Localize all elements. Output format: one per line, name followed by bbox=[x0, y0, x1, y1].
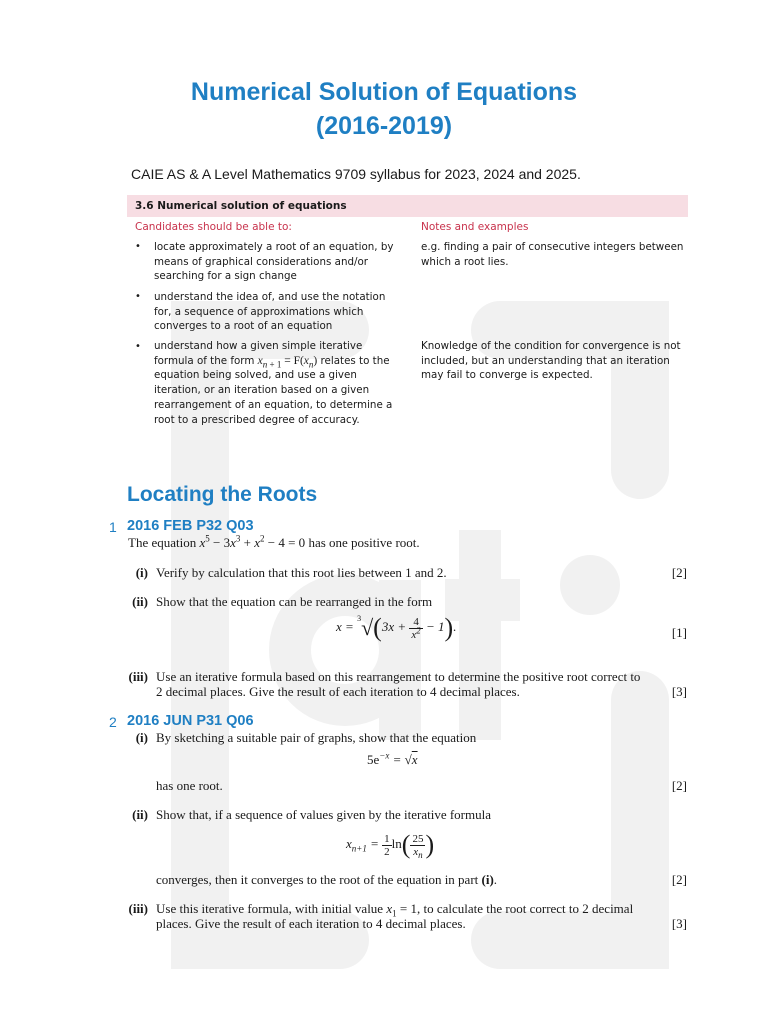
question-stem bbox=[128, 535, 420, 551]
part-text: Show that the equation can be rearranged in the form bbox=[156, 594, 433, 609]
iterative-formula: $x_{n+1}$ = $\frac{1}{2}$ ln( $\frac{25}{x_n}$ ) bbox=[346, 830, 435, 860]
column-candidates: Candidates should be able to: bbox=[135, 221, 292, 233]
equation-polynomial: $x^5 - 3x^3 + x^2 - 4 = 0$ bbox=[199, 533, 306, 550]
part-text: Use an iterative formula based on this rearrangement to determine the positive root correct to bbox=[156, 669, 641, 684]
question-number: 2 bbox=[109, 714, 117, 730]
marks: [2] bbox=[671, 565, 687, 580]
part-text: By sketching a suitable pair of graphs, show that the equation bbox=[156, 730, 477, 745]
part-text-segment: to calculate the root correct to 2 decimal bbox=[423, 901, 634, 916]
document-subtitle: (2016-2019) bbox=[315, 112, 453, 140]
part-reference: (i) bbox=[481, 872, 494, 887]
initial-value: $x_1 = 1$, bbox=[386, 901, 421, 919]
part-label: (i) bbox=[135, 565, 148, 580]
syllabus-item: understand the idea of, and use the notation for, a sequence of approximations which converges to a root of an equation bbox=[154, 291, 386, 333]
marks: [1] bbox=[671, 625, 687, 640]
part-label: (ii) bbox=[132, 594, 148, 609]
part-text bbox=[156, 901, 687, 917]
equation-exponential: $5e^{-x} = √x$ bbox=[367, 750, 418, 767]
marks: [3] bbox=[671, 684, 687, 699]
bullet-icon: • bbox=[135, 341, 141, 352]
part-label: (i) bbox=[135, 730, 148, 745]
part-text bbox=[156, 872, 497, 888]
syllabus-heading: 3.6 Numerical solution of equations bbox=[127, 195, 688, 217]
part-text: 2 decimal places. Give the result of each iteration to 4 decimal places. bbox=[156, 684, 520, 699]
marks: [2] bbox=[671, 778, 687, 793]
part-text-segment: Use this iterative formula, with initial value bbox=[156, 901, 384, 916]
syllabus-note: Knowledge of the condition for convergence is not included, but an understanding that an iteration may fail to converge is expected. bbox=[421, 340, 681, 382]
stem-text: has one positive root. bbox=[308, 535, 420, 550]
question-heading: 2016 JUN P31 Q06 bbox=[127, 713, 254, 729]
syllabus-item-text: relates to the equation being solved, and use a given iteration, or an iteration based on a given rearrangement of an equation, to determine a root to a prescribed degree of accuracy. bbox=[154, 354, 393, 426]
stem-text: The equation bbox=[128, 535, 197, 550]
part-label: (iii) bbox=[128, 669, 148, 684]
syllabus-item-text: understand how a given simple iterative formula of the form bbox=[154, 340, 363, 367]
syllabus-item: locate approximately a root of an equation, by means of graphical considerations and/or searching for a sign change bbox=[154, 241, 394, 283]
bullet-icon: • bbox=[135, 291, 141, 302]
syllabus-intro: CAIE AS & A Level Mathematics 9709 syllabus for 2023, 2024 and 2025. bbox=[131, 166, 581, 182]
part-label: (iii) bbox=[128, 901, 148, 916]
part-label: (ii) bbox=[132, 807, 148, 822]
section-title: Locating the Roots bbox=[127, 483, 318, 506]
part-text: Verify by calculation that this root lies between 1 and 2. bbox=[156, 565, 447, 580]
syllabus-item bbox=[154, 339, 404, 427]
syllabus-note: e.g. finding a pair of consecutive integers between which a root lies. bbox=[421, 241, 684, 268]
column-notes: Notes and examples bbox=[421, 221, 529, 233]
document-title: Numerical Solution of Equations bbox=[190, 78, 578, 106]
rearranged-formula: x = $^3$√(3x + $\frac{4}{x^2}$ − 1). bbox=[336, 613, 457, 642]
part-text-segment: converges, then it converges to the root of the equation in part bbox=[156, 872, 482, 887]
part-text: Show that, if a sequence of values given by the iterative formula bbox=[156, 807, 492, 822]
marks: [3] bbox=[671, 916, 687, 931]
part-text-segment: . bbox=[493, 872, 498, 887]
question-heading: 2016 FEB P32 Q03 bbox=[127, 518, 254, 534]
marks: [2] bbox=[671, 872, 687, 887]
question-number: 1 bbox=[109, 519, 117, 535]
bullet-icon: • bbox=[135, 241, 141, 252]
part-text: has one root. bbox=[156, 778, 223, 793]
iteration-formula: $x_{n + 1} = F(x_n)$ bbox=[257, 354, 318, 369]
part-text: places. Give the result of each iteration to 4 decimal places. bbox=[156, 916, 466, 931]
